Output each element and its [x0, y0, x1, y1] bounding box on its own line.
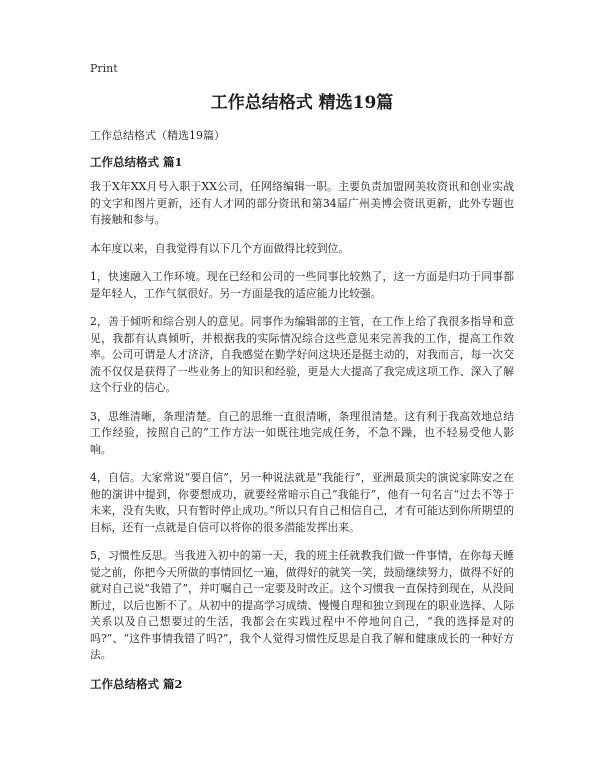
paragraph: 本年度以来，自我觉得有以下几个方面做得比较到位。	[90, 241, 350, 255]
paragraph: 我于X年XX月号入职于XX公司，任网络编辑一职。主要负责加盟网美妆资讯和创业实战的文字和图片更新，还有人才网的部分资讯和第34届广州美博会资讯更新，此外专题也有接触和参与。	[90, 180, 514, 226]
document-title: 工作总结格式 精选19篇	[210, 93, 394, 113]
paragraph: 1，快速融入工作环境。现在已经和公司的一些同事比较熟了，这一方面是归功于同事都是年轻人，工作气氛很好。另一方面是我的适应能力比较强。	[90, 270, 514, 300]
paragraph: 2，善于倾听和综合别人的意见。同事作为编辑部的主管，在工作上给了我很多指导和意见，我都有认真倾听，并根据我的实际情况综合这些意见来完善我的工作，提高工作效率。公司可谓是人才济济，自我感觉在勤学好问这块还是挺主动的，对我而言，每一次交流不仅仅是获得了一些业务上的知识和经验，更是大大提高了我完成这项工作、深入了解这个行业的信心。	[90, 315, 514, 394]
paragraph: 4，自信。大家常说“要自信”，另一种说法就是“我能行”，亚洲最顶尖的演说家陈安之在他的演讲中提到，你要想成功，就要经常暗示自己“我能行”，他有一句名言“过去不等于未来，没有失败，只有暂时停止成功。”所以只有自己相信自己，才有可能达到你所期望的目标，还有一点就是自信可以将你的很多潜能发挥出来。	[90, 471, 514, 534]
document-subtitle: 工作总结格式（精选19篇）	[90, 129, 225, 142]
paragraph: 3，思维清晰，条理清楚。自己的思维一直很清晰，条理很清楚。这有利于我高效地总结工作经验，按照自己的“工作方法一如既往地完成任务，不急不躁，也不轻易受他人影响。	[90, 409, 514, 456]
print-label: Print	[90, 62, 118, 75]
section-heading-1: 工作总结格式 篇1	[90, 155, 183, 169]
document-page	[90, 62, 514, 701]
paragraph: 5，习惯性反思。当我进入初中的第一天，我的班主任就教我们做一件事情，在你每天睡觉之前，你把今天所做的事情回忆一遍，做得好的就笑一笑，鼓励继续努力，做得不好的就对自己说“我错了”，并叮嘱自己一定要及时改正。这个习惯我一直保持到现在，从没间断过，以后也断不了。从初中的提高学习成绩、慢慢自理和独立到现在的职业选择、人际关系以及自己想要过的生活，我都会在实践过程中不停地问自己，“我的选择是对的吗?”、“这件事情我错了吗?”，我个人觉得习惯性反思是自我了解和健康成长的一种好方法。	[90, 549, 514, 661]
section-heading-2: 工作总结格式 篇2	[90, 676, 183, 691]
